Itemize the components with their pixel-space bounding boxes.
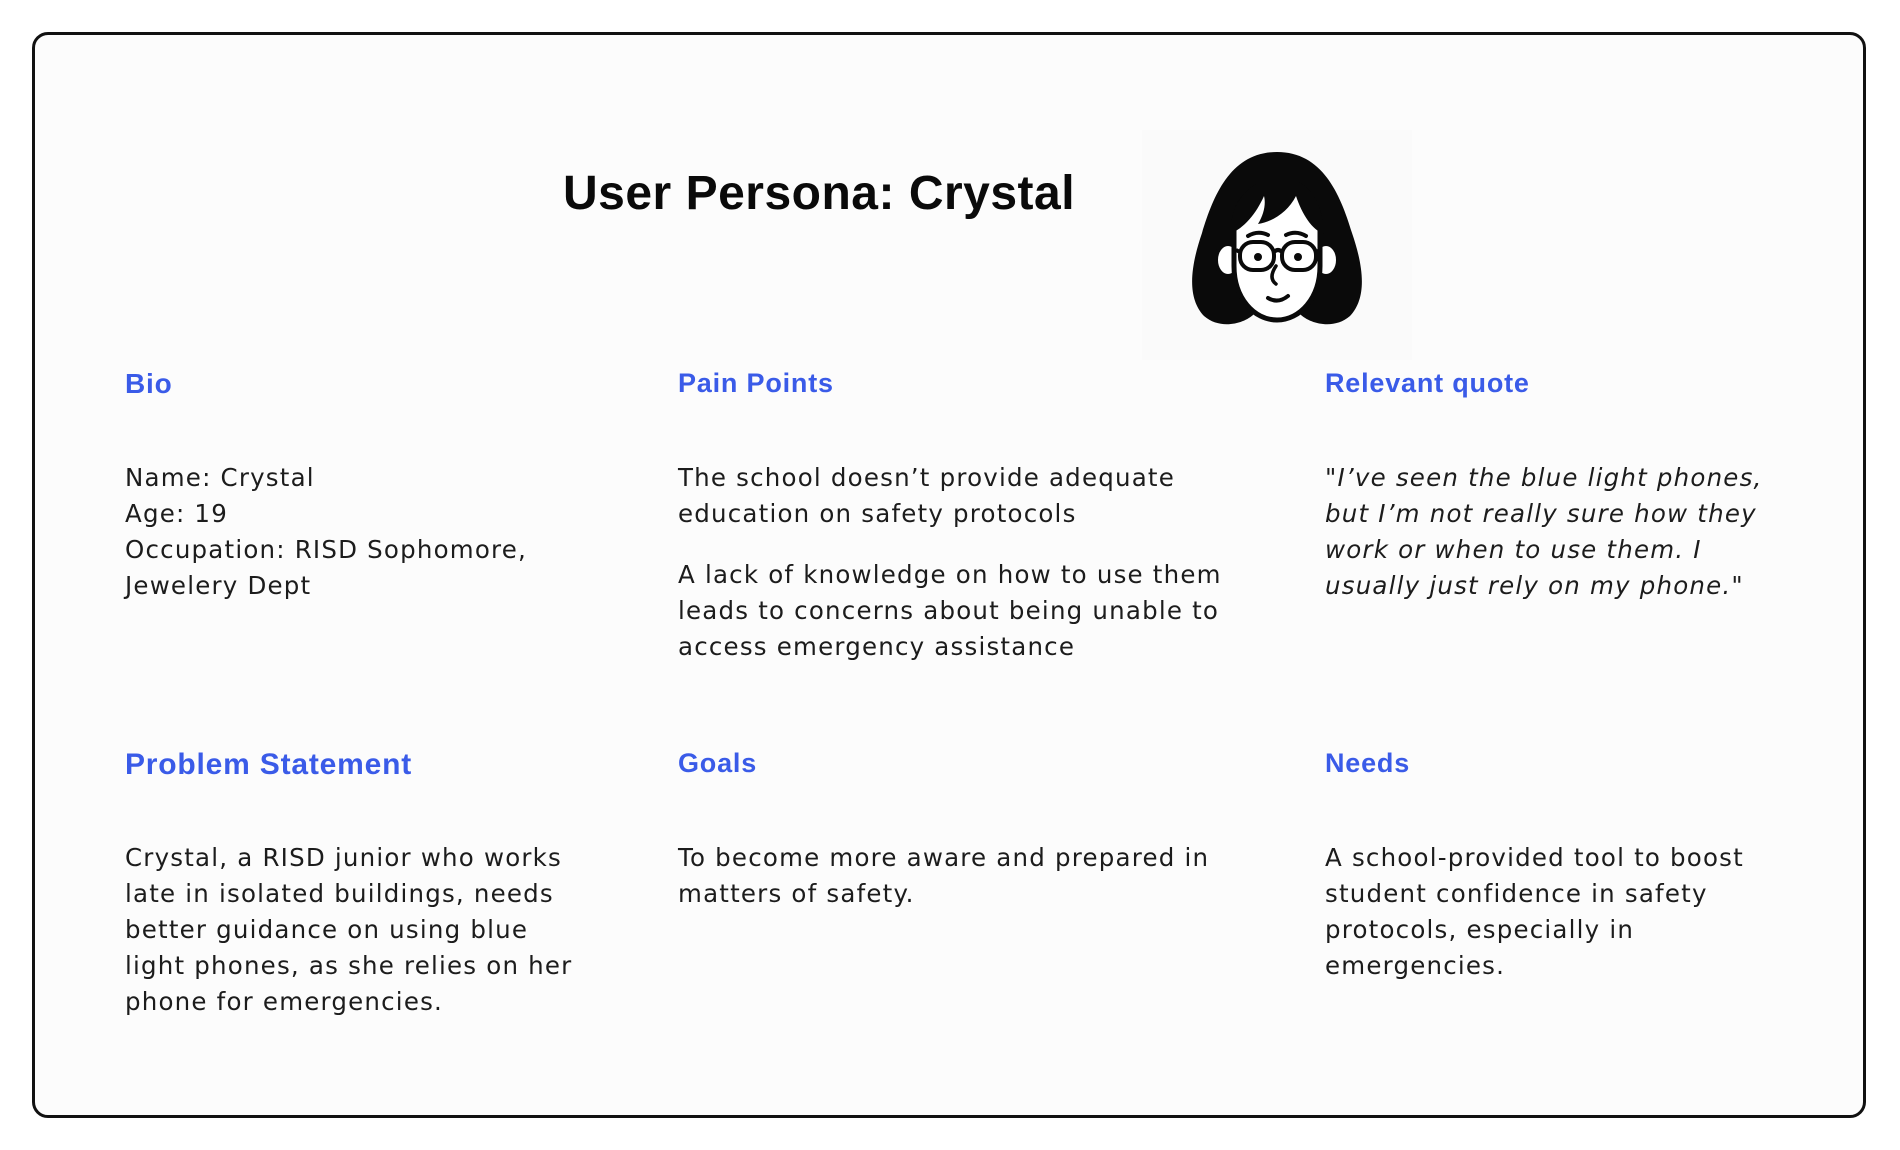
- problem-statement-section: [125, 748, 573, 1016]
- quote-line: work or when to use them. I: [1325, 535, 1702, 564]
- needs-heading: Needs: [1325, 748, 1411, 778]
- pain-point-paragraph: [678, 557, 1222, 665]
- pain-point-line: leads to concerns about being unable to: [678, 596, 1220, 625]
- bio-body: [125, 460, 527, 604]
- pain-point-line: A lack of knowledge on how to use them: [678, 560, 1222, 589]
- pain-point-line: access emergency assistance: [678, 632, 1076, 661]
- goals-heading: Goals: [678, 748, 758, 778]
- pain-points-section: [678, 368, 1222, 661]
- avatar: [1142, 130, 1412, 360]
- pain-point-line: education on safety protocols: [678, 499, 1077, 528]
- quote-line: but I’m not really sure how they: [1325, 499, 1757, 528]
- problem-line: phone for emergencies.: [125, 987, 444, 1016]
- goals-body: [678, 840, 1209, 912]
- pain-points-body: [678, 460, 1222, 690]
- problem-line: better guidance on using blue: [125, 915, 529, 944]
- bio-line: Age: 19: [125, 499, 229, 528]
- problem-line: light phones, as she relies on her: [125, 951, 573, 980]
- needs-line: A school-provided tool to boost: [1325, 843, 1744, 872]
- page-title: User Persona: Crystal: [563, 167, 1076, 220]
- problem-statement-body: [125, 840, 572, 1020]
- woman-with-glasses-avatar-icon: [1172, 138, 1382, 348]
- problem-line: late in isolated buildings, needs: [125, 879, 554, 908]
- quote-line: usually just rely on my phone.": [1325, 571, 1744, 600]
- pain-points-heading: Pain Points: [678, 368, 834, 398]
- problem-statement-heading: Problem Statement: [125, 748, 412, 781]
- needs-line: student confidence in safety: [1325, 879, 1708, 908]
- quote-section: [1325, 368, 1763, 600]
- pain-point-line: The school doesn’t provide adequate: [678, 463, 1175, 492]
- quote-heading: Relevant quote: [1325, 368, 1530, 398]
- bio-line: Name: Crystal: [125, 463, 315, 492]
- needs-line: emergencies.: [1325, 951, 1506, 980]
- goals-line: matters of safety.: [678, 879, 915, 908]
- bio-section: [125, 368, 528, 600]
- bio-line: Occupation: RISD Sophomore,: [125, 535, 528, 564]
- goals-line: To become more aware and prepared in: [678, 843, 1210, 872]
- bio-heading: Bio: [125, 368, 173, 399]
- problem-line: Crystal, a RISD junior who works: [125, 843, 563, 872]
- quote-body: [1325, 460, 1763, 604]
- needs-section: [1325, 748, 1744, 980]
- quote-line: "I’ve seen the blue light phones,: [1325, 463, 1763, 492]
- bio-line: Jewelery Dept: [125, 571, 312, 600]
- needs-line: protocols, especially in: [1325, 915, 1635, 944]
- goals-section: [678, 748, 1210, 908]
- pain-point-paragraph: [678, 460, 1222, 532]
- needs-body: [1325, 840, 1744, 984]
